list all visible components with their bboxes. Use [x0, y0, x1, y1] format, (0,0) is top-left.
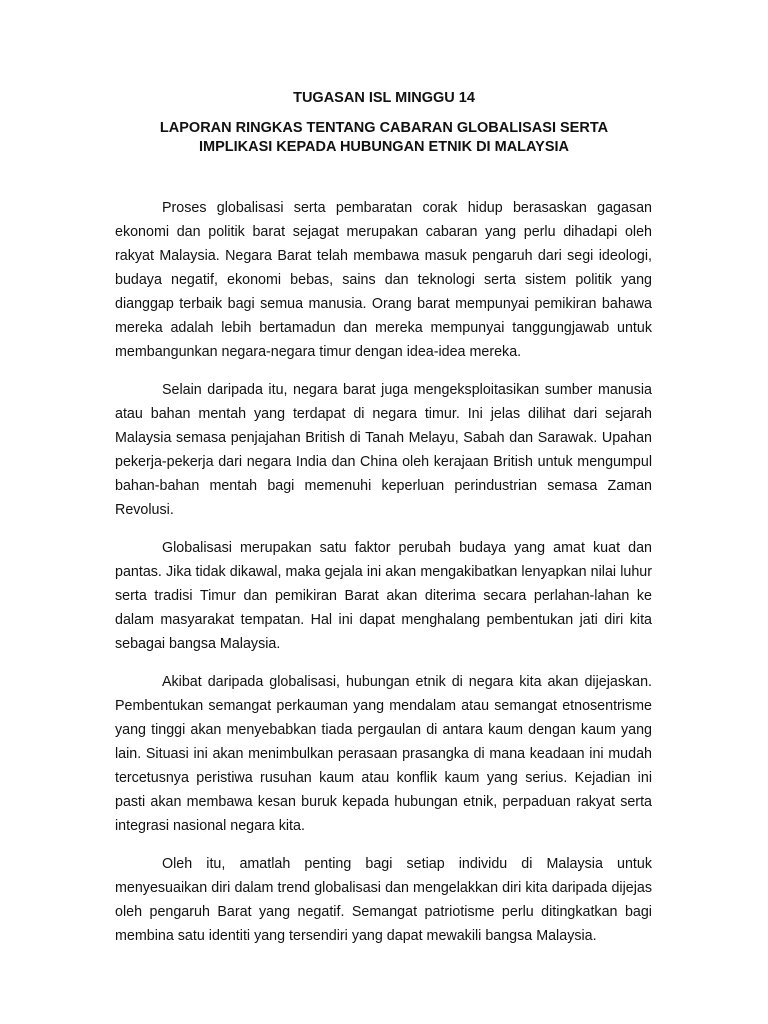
report-heading-line-1: LAPORAN RINGKAS TENTANG CABARAN GLOBALISASI SERTA — [159, 120, 609, 136]
paragraph-4: Akibat daripada globalisasi, hubungan etnik di negara kita akan dijejaskan. Pembentukan semangat perkauman yang mendalam atau semangat etnosentrisme yang tinggi akan menyebabkan tiada pergaulan di antara kaum dengan kaum yang lain. Situasi ini akan menimbulkan perasaan prasangka di mana keadaan ini mudah tercetusnya peristiwa rusuhan kaum atau konflik kaum yang serius. Kejadian ini pasti akan membawa kesan buruk kepada hubungan etnik, perpaduan rakyat serta integrasi nasional negara kita. — [115, 674, 652, 834]
report-heading — [0, 119, 768, 157]
document-body — [115, 196, 652, 962]
paragraph-3: Globalisasi merupakan satu faktor perubah budaya yang amat kuat dan pantas. Jika tidak dikawal, maka gejala ini akan mengakibatkan lenyapkan nilai luhur serta tradisi Timur dan pemikiran Barat akan diterima secara perlahan-lahan ke dalam masyarakat tempatan. Hal ini dapat menghalang pembentukan jati diri kita sebagai bangsa Malaysia. — [115, 540, 652, 652]
report-heading-line-2: IMPLIKASI KEPADA HUBUNGAN ETNIK DI MALAYSIA — [198, 139, 570, 155]
paragraph-5: Oleh itu, amatlah penting bagi setiap individu di Malaysia untuk menyesuaikan diri dalam trend globalisasi dan mengelakkan diri kita daripada dijejas oleh pengaruh Barat yang negatif. Semangat patriotisme perlu ditingkatkan bagi membina satu identiti yang tersendiri yang dapat mewakili bangsa Malaysia. — [115, 856, 652, 944]
paragraph-1: Proses globalisasi serta pembaratan corak hidup berasaskan gagasan ekonomi dan politik barat sejagat merupakan cabaran yang perlu dihadapi oleh rakyat Malaysia. Negara Barat telah membawa masuk pengaruh dari segi ideologi, budaya negatif, ekonomi bebas, sains dan teknologi serta sistem politik yang dianggap terbaik bagi semua manusia. Orang barat mempunyai pemikiran bahawa mereka adalah lebih bertamadun dan mereka mempunyai tanggungjawab untuk membangunkan negara-negara timur dengan idea-idea mereka. — [115, 200, 652, 360]
document-title: TUGASAN ISL MINGGU 14 — [293, 90, 475, 106]
paragraph-2: Selain daripada itu, negara barat juga mengeksploitasikan sumber manusia atau bahan mentah yang terdapat di negara timur. Ini jelas dilihat dari sejarah Malaysia semasa penjajahan British di Tanah Melayu, Sabah dan Sarawak. Upahan pekerja-pekerja dari negara India dan China oleh kerajaan British untuk mengumpul bahan-bahan mentah bagi memenuhi keperluan perindustrian semasa Zaman Revolusi. — [115, 382, 652, 518]
